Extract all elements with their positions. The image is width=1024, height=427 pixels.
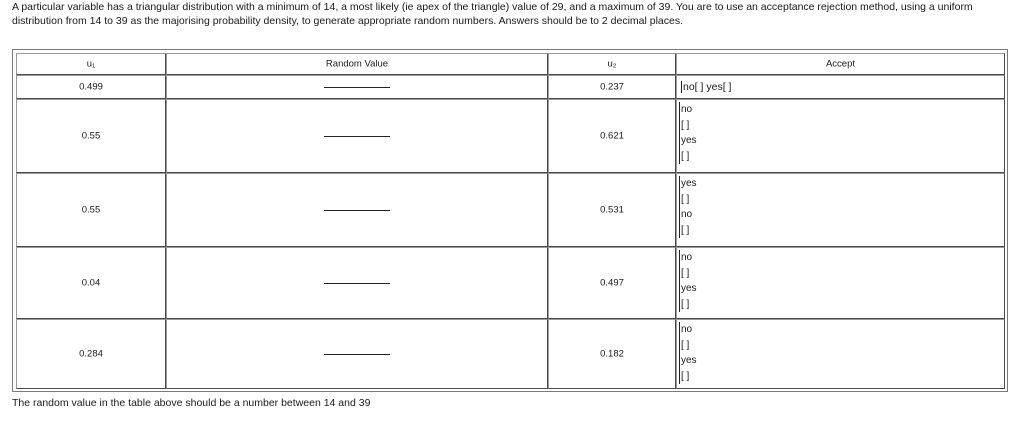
row-3-u1-value: 0.55 <box>81 204 101 216</box>
row-4-accept-options <box>679 250 697 312</box>
row-5-accept-options <box>679 322 697 384</box>
header-random-value <box>166 53 548 75</box>
row-5-option-1-box[interactable]: [ ] <box>679 338 697 354</box>
row-4-option-1: no <box>679 250 697 266</box>
row-3-random-value <box>166 173 548 247</box>
row-1-u2-value: 0.237 <box>600 81 624 93</box>
row-3-option-2-box[interactable]: [ ] <box>679 223 697 239</box>
row-1-random-value-input[interactable] <box>324 87 390 88</box>
answer-table <box>12 49 1008 392</box>
row-5-u1-value: 0.284 <box>79 348 103 360</box>
row-2-option-2: yes <box>679 133 697 149</box>
row-5-u1 <box>16 319 166 389</box>
header-u2 <box>548 53 676 75</box>
row-3-accept <box>676 173 1005 247</box>
row-2-option-1: no <box>679 102 697 118</box>
row-4-random-value-input[interactable] <box>324 283 390 284</box>
row-5-random-value <box>166 319 548 389</box>
row-3-option-2: no <box>679 207 697 223</box>
row-4-option-2-box[interactable]: [ ] <box>679 297 697 313</box>
footer-note: The random value in the table above should be a number between 14 and 39 <box>12 397 371 409</box>
question-text: A particular variable has a triangular distribution with a minimum of 14, a most likely (ie apex of the triangle) value of 29, and a maximum of 39. You are to use an acceptance rejection method, using a uniform distribution from 14 to 39 as the majorising probability density, to generate appropriate random numbers. Answers should be to 2 decimal places. <box>12 1 973 27</box>
row-2-u2-value: 0.621 <box>600 130 624 142</box>
row-1-u1-value: 0.499 <box>79 81 103 93</box>
header-accept <box>676 53 1005 75</box>
row-1-u2 <box>548 75 676 99</box>
row-5-u2 <box>548 319 676 389</box>
row-3-accept-options <box>679 176 697 238</box>
row-1-accept <box>676 75 1005 99</box>
row-5-u2-value: 0.182 <box>600 348 624 360</box>
row-5-random-value-input[interactable] <box>324 354 390 355</box>
row-5-option-1: no <box>679 322 697 338</box>
row-2-random-value <box>166 99 548 173</box>
row-3-option-1: yes <box>679 176 697 192</box>
row-2-accept-options <box>679 102 697 164</box>
row-2-random-value-input[interactable] <box>324 136 390 137</box>
row-2-option-2-box[interactable]: [ ] <box>679 149 697 165</box>
row-3-u2 <box>548 173 676 247</box>
header-u1 <box>16 53 166 75</box>
row-2-u2 <box>548 99 676 173</box>
row-3-option-1-box[interactable]: [ ] <box>679 192 697 208</box>
header-u1-label: u₁ <box>86 58 96 70</box>
row-4-option-1-box[interactable]: [ ] <box>679 266 697 282</box>
header-accept-label: Accept <box>825 58 856 70</box>
row-4-random-value <box>166 247 548 319</box>
row-4-u2-value: 0.497 <box>600 277 624 289</box>
row-2-accept <box>676 99 1005 173</box>
row-1-u1 <box>16 75 166 99</box>
row-2-option-1-box[interactable]: [ ] <box>679 118 697 134</box>
header-u2-label: u₂ <box>607 58 617 70</box>
row-4-u1 <box>16 247 166 319</box>
row-4-u1-value: 0.04 <box>81 277 101 289</box>
row-2-u1 <box>16 99 166 173</box>
row-3-u1 <box>16 173 166 247</box>
row-4-option-2: yes <box>679 281 697 297</box>
row-5-option-2: yes <box>679 353 697 369</box>
row-5-option-2-box[interactable]: [ ] <box>679 369 697 385</box>
row-1-accept-choice[interactable]: no[ ] yes[ ] <box>683 81 732 93</box>
row-4-accept <box>676 247 1005 319</box>
row-2-u1-value: 0.55 <box>81 130 101 142</box>
row-1-random-value <box>166 75 548 99</box>
row-3-u2-value: 0.531 <box>600 204 624 216</box>
row-3-random-value-input[interactable] <box>324 210 390 211</box>
row-4-u2 <box>548 247 676 319</box>
row-5-accept <box>676 319 1005 389</box>
header-random-value-label: Random Value <box>325 58 389 70</box>
